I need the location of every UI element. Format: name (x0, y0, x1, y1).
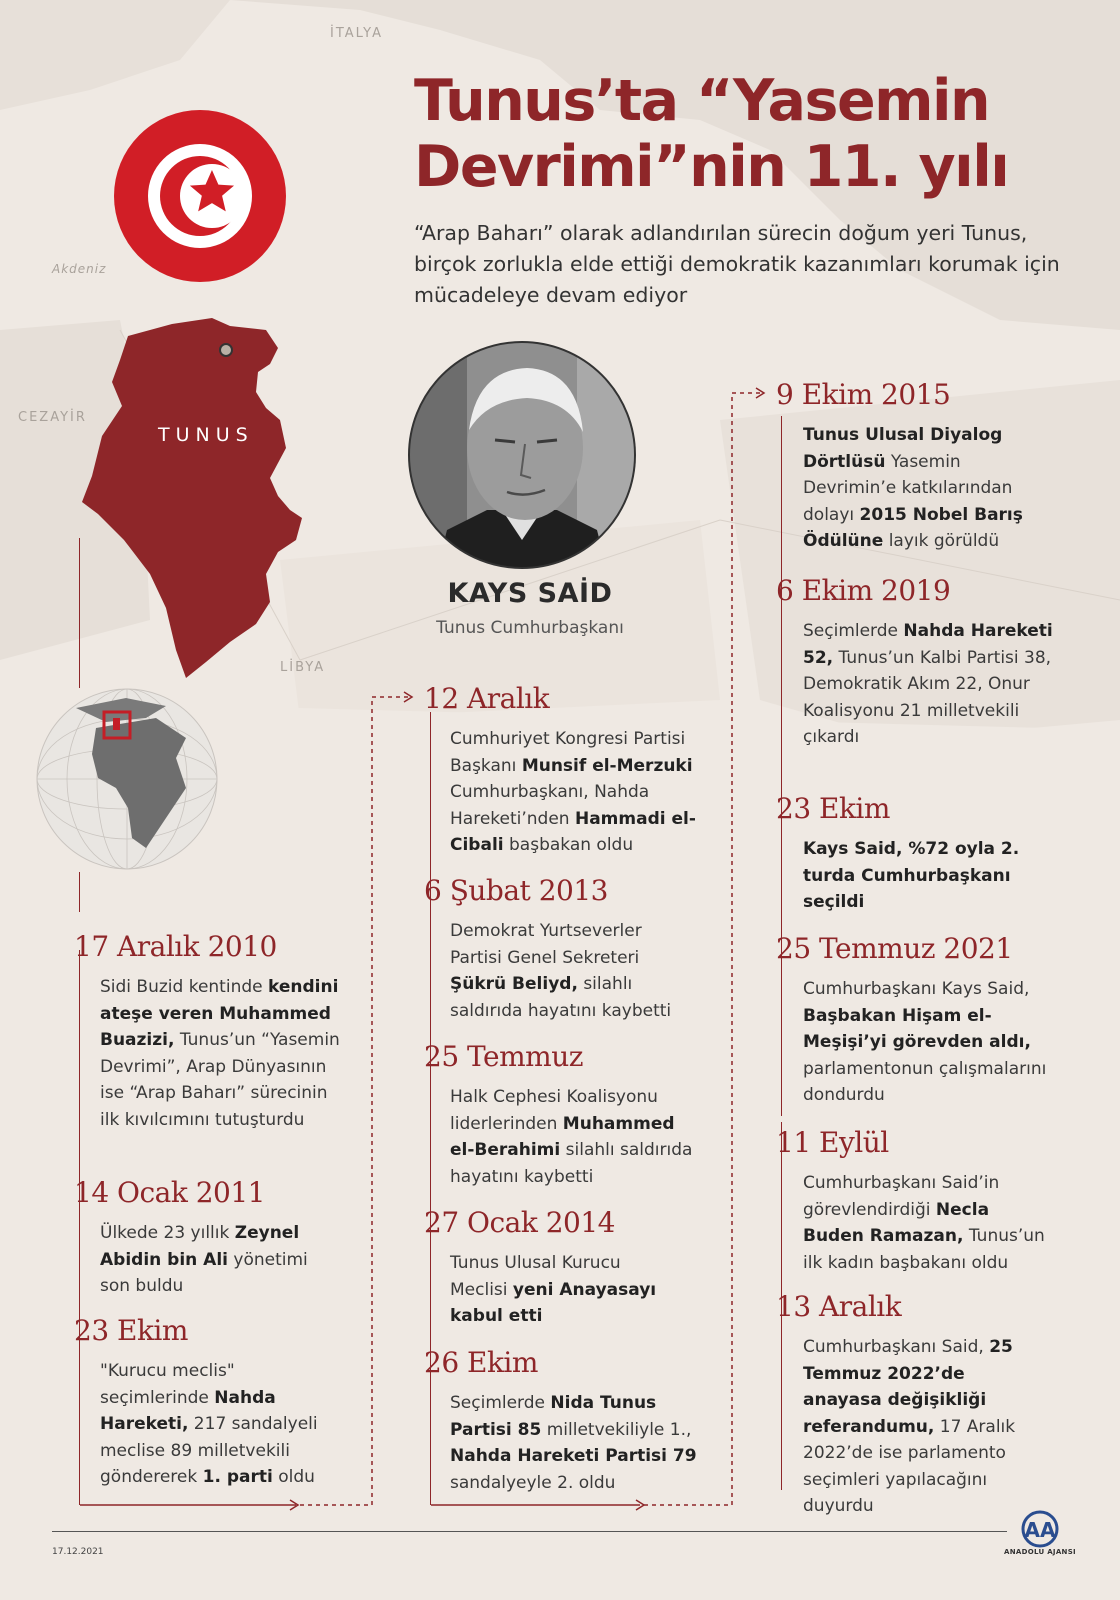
event-date: 6 Ekim 2019 (776, 574, 951, 607)
event-date: 23 Ekim (776, 792, 890, 825)
event-description: Tunus Ulusal Diyalog Dörtlüsü Yasemin Devrimin’e katkılarından dolayı 2015 Nobel Barış Ödülüne layık görüldü (803, 425, 1023, 551)
event-description: Seçimlerde Nida Tunus Partisi 85 milletvekiliyle 1., Nahda Hareketi Partisi 79 sandalyeyle 2. oldu (450, 1393, 697, 1493)
event-description: Cumhuriyet Kongresi Partisi Başkanı Munsif el-Merzuki Cumhurbaşkanı, Nahda Hareketi’nden Hammadi el-Cibali başbakan oldu (450, 729, 696, 855)
event-date: 14 Ocak 2011 (74, 1176, 265, 1209)
event-description: Cumhurbaşkanı Said’in görevlendirdiği Necla Buden Ramazan, Tunus’un ilk kadın başbakanı oldu (803, 1173, 1045, 1273)
event-date: 9 Ekim 2015 (776, 378, 951, 411)
map-label-akdeniz: Akdeniz (52, 262, 107, 276)
event-description: Halk Cephesi Koalisyonu liderlerinden Muhammed el-Berahimi silahlı saldırıda hayatını kaybetti (450, 1087, 693, 1187)
page-subtitle: “Arap Baharı” olarak adlandırılan sürecin doğum yeri Tunus, birçok zorlukla elde ettiği demokratik kazanımları korumak için mücadeleye devam ediyor (414, 221, 1060, 307)
event-description: "Kurucu meclis" seçimlerinde Nahda Hareketi, 217 sandalyeli meclise 89 milletvekili göndererek 1. parti oldu (100, 1361, 318, 1487)
event-date: 11 Eylül (776, 1126, 889, 1159)
footer-date: 17.12.2021 (52, 1547, 104, 1557)
map-label-tunus: TUNUS (158, 424, 254, 446)
map-label-libya: LİBYA (280, 660, 326, 675)
event-description: Tunus Ulusal Kurucu Meclisi yeni Anayasayı kabul etti (450, 1253, 657, 1326)
event-date: 26 Ekim (424, 1346, 538, 1379)
event-description: Demokrat Yurtseverler Partisi Genel Sekreteri Şükrü Beliyd, silahlı saldırıda hayatını kaybetti (450, 921, 672, 1021)
event-date: 25 Temmuz 2021 (776, 932, 1013, 965)
event-date: 23 Ekim (74, 1314, 188, 1347)
map-label-italya: İTALYA (330, 26, 383, 41)
event-date: 25 Temmuz (424, 1040, 583, 1073)
anadolu-ajansi-logo (1018, 1510, 1062, 1548)
person-name: KAYS SAİD (447, 578, 613, 609)
agency-name: ANADOLU AJANSI (1004, 1548, 1076, 1556)
footer-divider (52, 1531, 1007, 1532)
event-description: Ülkede 23 yıllık Zeynel Abidin bin Ali yönetimi son buldu (100, 1223, 308, 1296)
event-description: Seçimlerde Nahda Hareketi 52, Tunus’un Kalbi Partisi 38, Demokratik Akım 22, Onur Koalisyonu 21 milletvekili çıkardı (803, 621, 1053, 747)
event-description: Kays Said, %72 oyla 2. turda Cumhurbaşkanı seçildi (803, 839, 1020, 912)
page-title: Tunus’ta “Yasemin Devrimi”nin 11. yılı (414, 68, 1009, 200)
event-date: 17 Aralık 2010 (74, 930, 277, 963)
event-description: Cumhurbaşkanı Kays Said, Başbakan Hişam el-Meşişi’yi görevden aldı, parlamentonun çalışmalarını dondurdu (803, 979, 1047, 1105)
event-description: Cumhurbaşkanı Said, 25 Temmuz 2022’de anayasa değişikliği referandumu, 17 Aralık 2022’de ise parlamento seçimleri yapılacağını duyurdu (803, 1337, 1016, 1516)
map-label-cezayir: CEZAYİR (18, 410, 87, 425)
logo-text: AA (1024, 1518, 1056, 1542)
event-date: 13 Aralık (776, 1290, 902, 1323)
event-description: Sidi Buzid kentinde kendini ateşe veren Muhammed Buazizi, Tunus’un “Yasemin Devrimi”, Arap Dünyasının ise “Arap Baharı” sürecinin ilk kıvılcımını tutuşturdu (100, 977, 340, 1130)
event-date: 12 Aralık (424, 682, 550, 715)
person-role: Tunus Cumhurbaşkanı (436, 618, 624, 638)
event-date: 6 Şubat 2013 (424, 874, 608, 907)
event-date: 27 Ocak 2014 (424, 1206, 615, 1239)
